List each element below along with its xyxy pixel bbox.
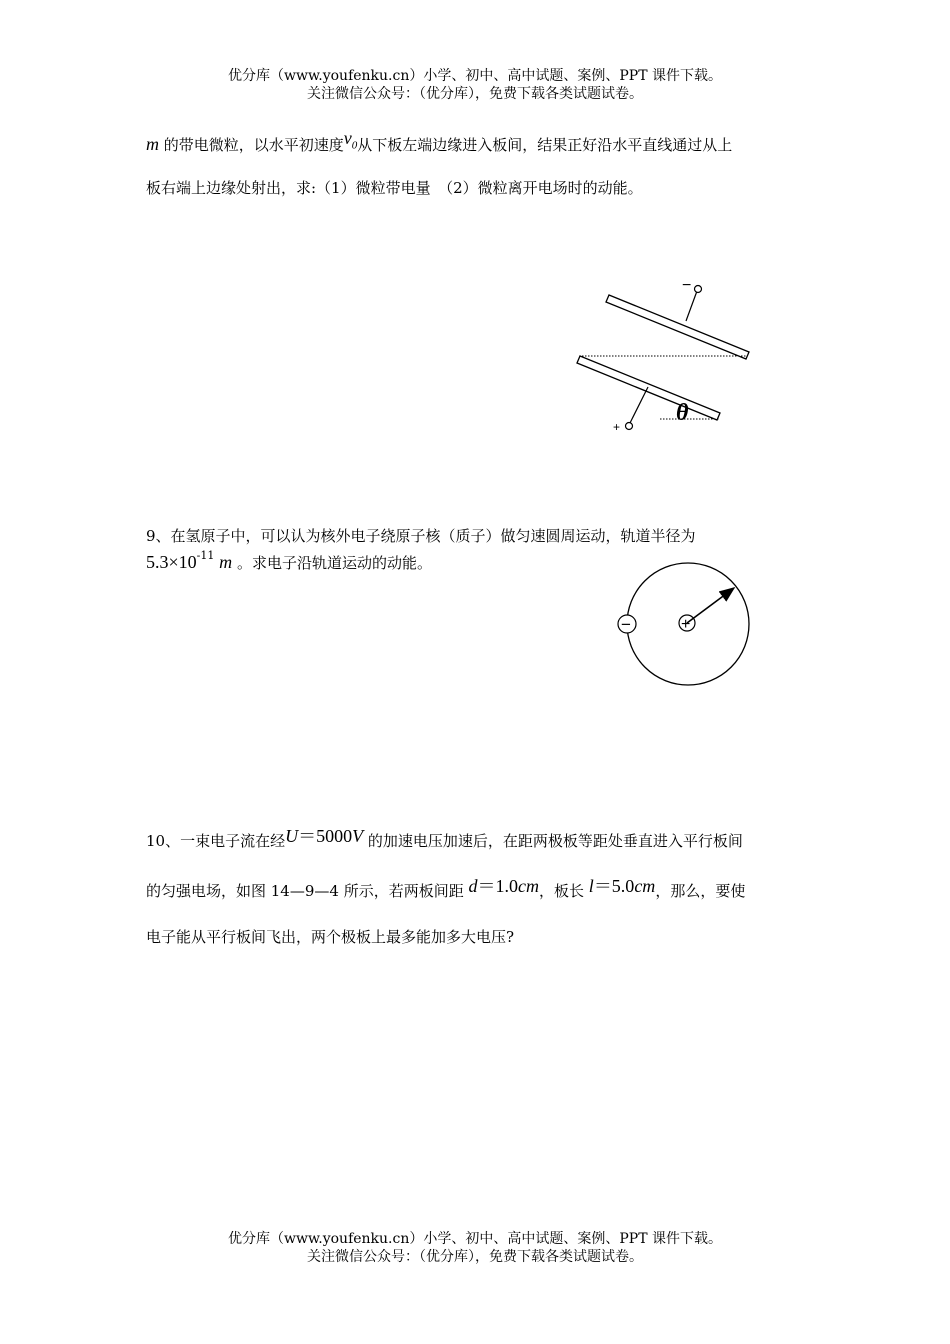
q10-line-2 [146, 876, 745, 902]
negative-sign: − [682, 277, 692, 294]
radius-exponent: -11 [196, 549, 215, 562]
proton-sign: + [681, 616, 691, 633]
q8-line-1-b: 从下板左端边缘进入板间，结果正好沿水平直线通过从上 [357, 136, 733, 154]
positive-sign: + [613, 420, 621, 434]
q9-line-1: 9、在氢原子中，可以认为核外电子绕原子核（质子）做匀速圆周运动，轨道半径为 [146, 527, 696, 545]
q10-line-2-b: ，板长 [539, 882, 585, 900]
q10-line-3: 电子能从平行板间飞出，两个极板上最多能加多大电压? [146, 928, 515, 946]
q8-line-2: 板右端上边缘处射出，求:（1）微粒带电量 （2）微粒离开电场时的动能。 [146, 179, 643, 197]
footer-line-2: 关注微信公众号：（优分库），免费下载各类试题试卷。 [307, 1249, 643, 1265]
q8-line-1-a: 的带电微粒，以水平初速度 [163, 136, 344, 154]
d-value: ＝1.0 [477, 876, 518, 896]
radius-arrow [687, 588, 734, 623]
var-d: d [468, 876, 478, 896]
var-v0: $v_0$ [343, 128, 358, 152]
U-unit: V [352, 826, 364, 846]
U-value: ＝5000 [298, 826, 353, 846]
q10-line-2-c: ，那么，要使 [655, 882, 746, 900]
q10-line-2-a: 的匀强电场，如图 14—9—4 所示，若两板间距 [146, 882, 464, 900]
var-l: l [588, 876, 594, 896]
var-U: U [285, 826, 299, 846]
radius-coefficient: 5.3×10 [146, 552, 197, 572]
l-unit: cm [634, 876, 656, 896]
q10-line-1-b: 的加速电压加速后，在距两极板等距处垂直进入平行板间 [367, 832, 743, 850]
l-value: ＝5.0 [593, 876, 635, 896]
var-m: m [146, 134, 159, 154]
q9-line-2-tail: 。求电子沿轨道运动的动能。 [236, 554, 432, 572]
radius-unit: m [219, 552, 233, 572]
d-unit: cm [518, 876, 539, 896]
q10-line-1-a: 10、一束电子流在经 [146, 832, 286, 850]
header-line-1: 优分库（www.youfenku.cn）小学、初中、高中试题、案例、PPT 课件下载。 [227, 68, 722, 84]
header-line-2: 关注微信公众号：（优分库），免费下载各类试题试卷。 [307, 86, 643, 102]
angle-theta: θ [676, 400, 689, 426]
q10-line-1 [146, 826, 743, 852]
footer-line-1: 优分库（www.youfenku.cn）小学、初中、高中试题、案例、PPT 课件下载。 [227, 1231, 722, 1247]
electron-sign: − [621, 615, 631, 634]
